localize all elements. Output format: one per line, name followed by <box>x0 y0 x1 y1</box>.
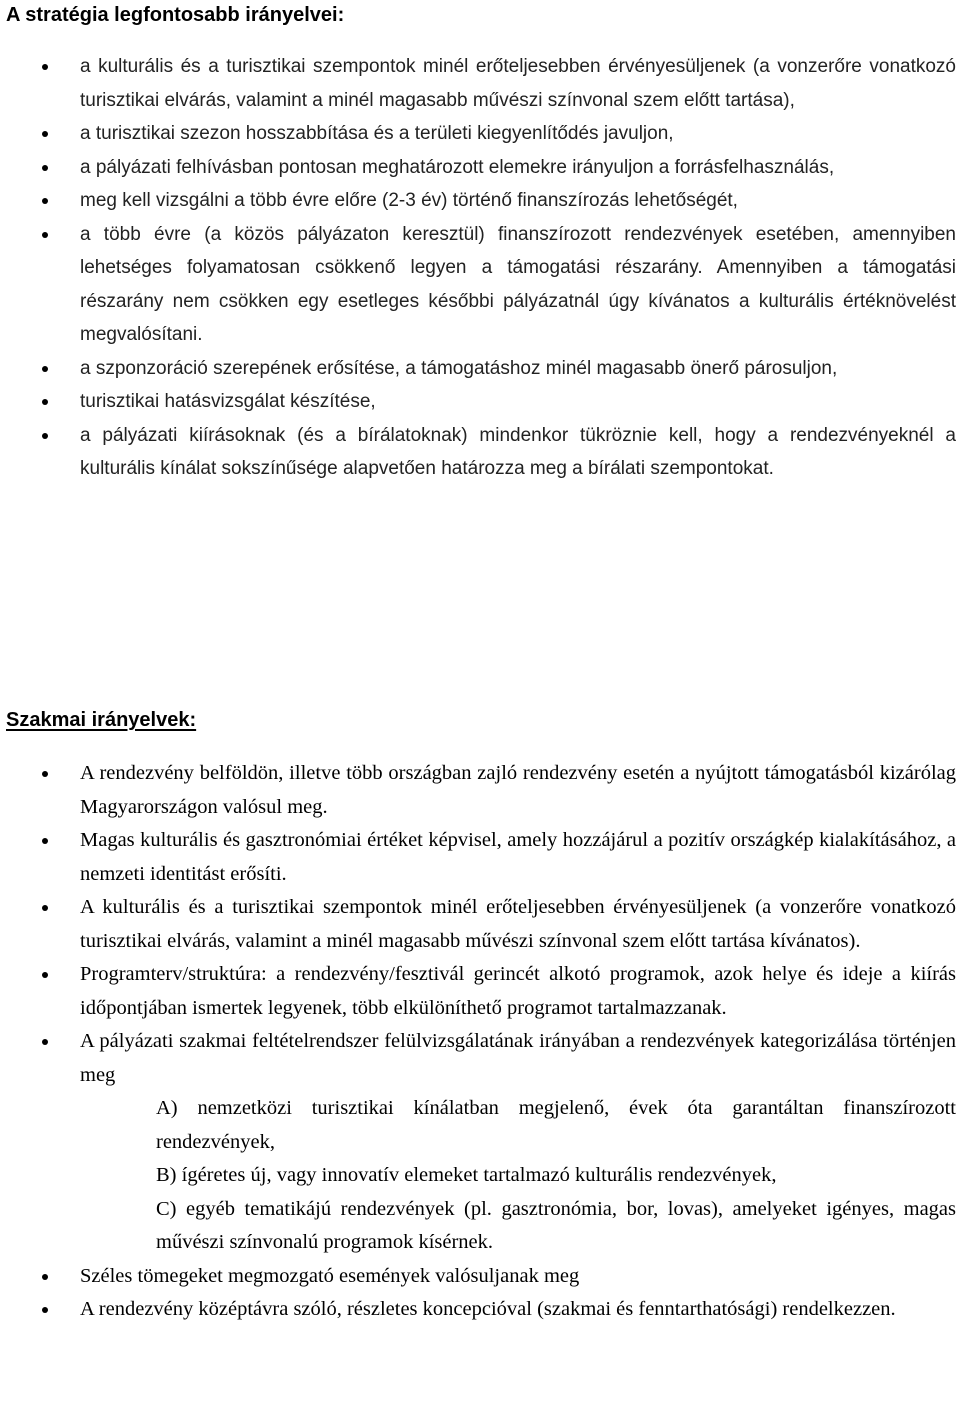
list-item: a több évre (a közös pályázaton keresztül) finanszírozott rendezvények esetében, amennyiben lehetséges folyamatosan csökkenő legyen a támogatási részarány. Amennyiben a támogatási részarány nem csökken egy esetleges későbbi pályázatnál úgy kívánatos a kulturális értéknövelést megvalósítani. <box>80 218 956 352</box>
sub-item-a: A) nemzetközi turisztikai kínálatban megjelenő, évek óta garantáltan finanszírozott rendezvények, <box>156 1097 956 1153</box>
list-item: a pályázati kiírásoknak (és a bírálatoknak) mindenkor tükröznie kell, hogy a rendezvényeknél a kulturális kínálat sokszínűsége alapvetően határozza meg a bírálati szempontokat. <box>80 419 956 486</box>
strategy-principles-list <box>0 50 960 486</box>
list-item: Programterv/struktúra: a rendezvény/fesztivál gerincét alkotó programok, azok helye és ideje a kiírás időpontjában ismertek legyenek, több elkülöníthető programot tartalmazzanak. <box>80 958 956 1025</box>
list-item: A kulturális és a turisztikai szempontok minél erőteljesebben érvényesüljenek (a vonzerőre vonatkozó turisztikai elvárás, valamint a minél magasabb művészi színvonal szem előtt tartása kívánatos). <box>80 891 956 958</box>
list-item: Magas kulturális és gasztronómiai értéket képvisel, amely hozzájárul a pozitív országkép kialakításához, a nemzeti identitást erősíti. <box>80 824 956 891</box>
professional-guidelines-list <box>0 757 960 1327</box>
section-heading-professional <box>6 706 196 734</box>
section-heading-strategy: A stratégia legfontosabb irányelvei: <box>6 4 345 26</box>
list-item: A rendezvény középtávra szóló, részletes koncepcióval (szakmai és fenntarthatósági) rendelkezzen. <box>80 1293 956 1327</box>
list-item: meg kell vizsgálni a több évre előre (2-3 év) történő finanszírozás lehetőségét, <box>80 184 956 218</box>
list-item: turisztikai hatásvizsgálat készítése, <box>80 385 956 419</box>
sub-item-b: B) ígéretes új, vagy innovatív elemeket tartalmazó kulturális rendezvények, <box>156 1164 777 1186</box>
list-item: Széles tömegeket megmozgató események valósuljanak meg <box>80 1260 956 1294</box>
list-item: a turisztikai szezon hosszabbítása és a területi kiegyenlítődés javuljon, <box>80 117 956 151</box>
list-item-text: A pályázati szakmai feltételrendszer felülvizsgálatának irányában a rendezvények kategorizálása történjen meg <box>80 1030 956 1086</box>
section-heading-professional-text: Szakmai irányelvek: <box>6 709 197 731</box>
list-item: a szponzoráció szerepének erősítése, a támogatáshoz minél magasabb önerő párosuljon, <box>80 352 956 386</box>
list-item: a kulturális és a turisztikai szempontok minél erőteljesebben érvényesüljenek (a vonzerőre vonatkozó turisztikai elvárás, valamint a minél magasabb művészi színvonal szem előtt tartása), <box>80 50 956 117</box>
sub-item-c: C) egyéb tematikájú rendezvények (pl. gasztronómia, bor, lovas), amelyeket igényes, magas művészi színvonalú programok kísérnek. <box>156 1197 956 1253</box>
list-item: a pályázati felhívásban pontosan meghatározott elemekre irányuljon a forrásfelhasználás, <box>80 151 956 185</box>
list-item: A rendezvény belföldön, illetve több országban zajló rendezvény esetén a nyújtott támogatásból kizárólag Magyarországon valósul meg. <box>80 757 956 824</box>
list-item-categorization <box>80 1025 956 1260</box>
